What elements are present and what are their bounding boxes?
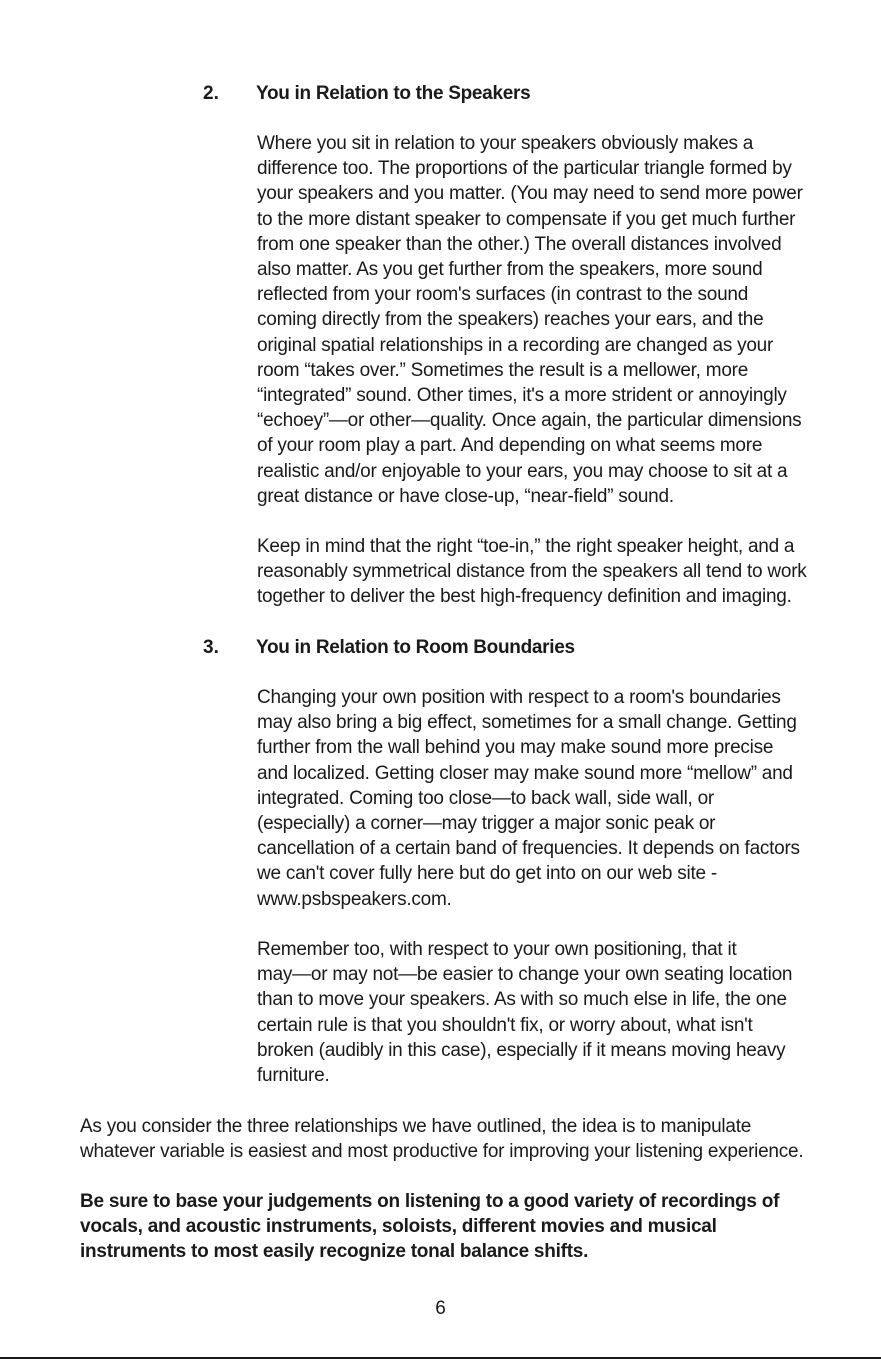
- section-number: 3.: [203, 637, 219, 658]
- text-line: integrated. Coming too close—to back wall, side wall, or: [257, 787, 715, 809]
- emphasis-paragraph: [80, 1189, 840, 1265]
- page-number: 6: [435, 1298, 446, 1319]
- text-line: instruments to most easily recognize tonal balance shifts.: [80, 1241, 589, 1263]
- text-line: coming directly from the speakers) reaches your ears, and the: [257, 309, 764, 331]
- text-line: Be sure to base your judgements on listening to a good variety of recordings of: [80, 1191, 780, 1212]
- text-line: reflected from your room's surfaces (in contrast to the sound: [257, 284, 749, 306]
- page-bottom-rule: [0, 1357, 881, 1359]
- text-line: your speakers and you matter. (You may need to send more power: [257, 183, 803, 205]
- text-line: cancellation of a certain band of frequencies. It depends on factors: [257, 838, 800, 860]
- text-line: may also bring a big effect, sometimes for a small change. Getting: [257, 712, 797, 734]
- text-line: Changing your own position with respect to a room's boundaries: [257, 687, 781, 708]
- text-line: vocals, and acoustic instruments, soloists, different movies and musical: [80, 1216, 717, 1238]
- conclusion-paragraph: [80, 1114, 840, 1164]
- paragraph: [257, 534, 817, 610]
- text-line: “integrated” sound. Other times, it's a more strident or annoyingly: [257, 385, 787, 407]
- text-line: (especially) a corner—may trigger a major sonic peak or: [257, 813, 716, 835]
- text-line: furniture.: [257, 1065, 330, 1087]
- text-line: broken (audibly in this case), especially if it means moving heavy: [257, 1039, 786, 1061]
- text-line: also matter. As you get further from the speakers, more sound: [257, 259, 763, 281]
- section-heading: You in Relation to Room Boundaries: [256, 637, 575, 658]
- paragraph: [257, 131, 817, 509]
- text-line: to the more distant speaker to compensate if you get much further: [257, 208, 796, 230]
- text-line: we can't cover fully here but do get into on our web site -: [257, 863, 717, 885]
- paragraph: [257, 937, 817, 1088]
- text-line: reasonably symmetrical distance from the speakers all tend to work: [257, 561, 807, 583]
- section-number: 2.: [203, 83, 219, 104]
- text-line: great distance or have close-up, “near-field” sound.: [257, 485, 674, 507]
- text-line: Keep in mind that the right “toe-in,” the right speaker height, and a: [257, 536, 795, 557]
- text-line: may—or may not—be easier to change your own seating location: [257, 964, 793, 986]
- text-line: As you consider the three relationships we have outlined, the idea is to manipulate: [80, 1116, 752, 1137]
- text-line: further from the wall behind you may make sound more precise: [257, 737, 774, 759]
- text-line: together to deliver the best high-frequency definition and imaging.: [257, 586, 792, 608]
- text-line: of your room play a part. And depending on what seems more: [257, 435, 763, 457]
- text-line: and localized. Getting closer may make sound more “mellow” and: [257, 762, 793, 784]
- text-line: than to move your speakers. As with so much else in life, the one: [257, 989, 787, 1011]
- text-line: whatever variable is easiest and most productive for improving your listening experience.: [80, 1141, 804, 1163]
- section-heading: You in Relation to the Speakers: [256, 83, 531, 104]
- text-line: original spatial relationships in a recording are changed as your: [257, 334, 774, 356]
- text-line: “echoey”—or other—quality. Once again, the particular dimensions: [257, 410, 802, 432]
- text-line: from one speaker than the other.) The overall distances involved: [257, 233, 782, 255]
- paragraph: [257, 685, 817, 912]
- text-line: realistic and/or enjoyable to your ears, you may choose to sit at a: [257, 460, 788, 482]
- text-line: www.psbspeakers.com.: [257, 888, 452, 910]
- text-line: room “takes over.” Sometimes the result is a mellower, more: [257, 359, 749, 381]
- text-line: difference too. The proportions of the particular triangle formed by: [257, 158, 792, 180]
- text-line: Remember too, with respect to your own positioning, that it: [257, 939, 737, 960]
- text-line: certain rule is that you shouldn't fix, or worry about, what isn't: [257, 1014, 753, 1036]
- text-line: Where you sit in relation to your speakers obviously makes a: [257, 133, 754, 154]
